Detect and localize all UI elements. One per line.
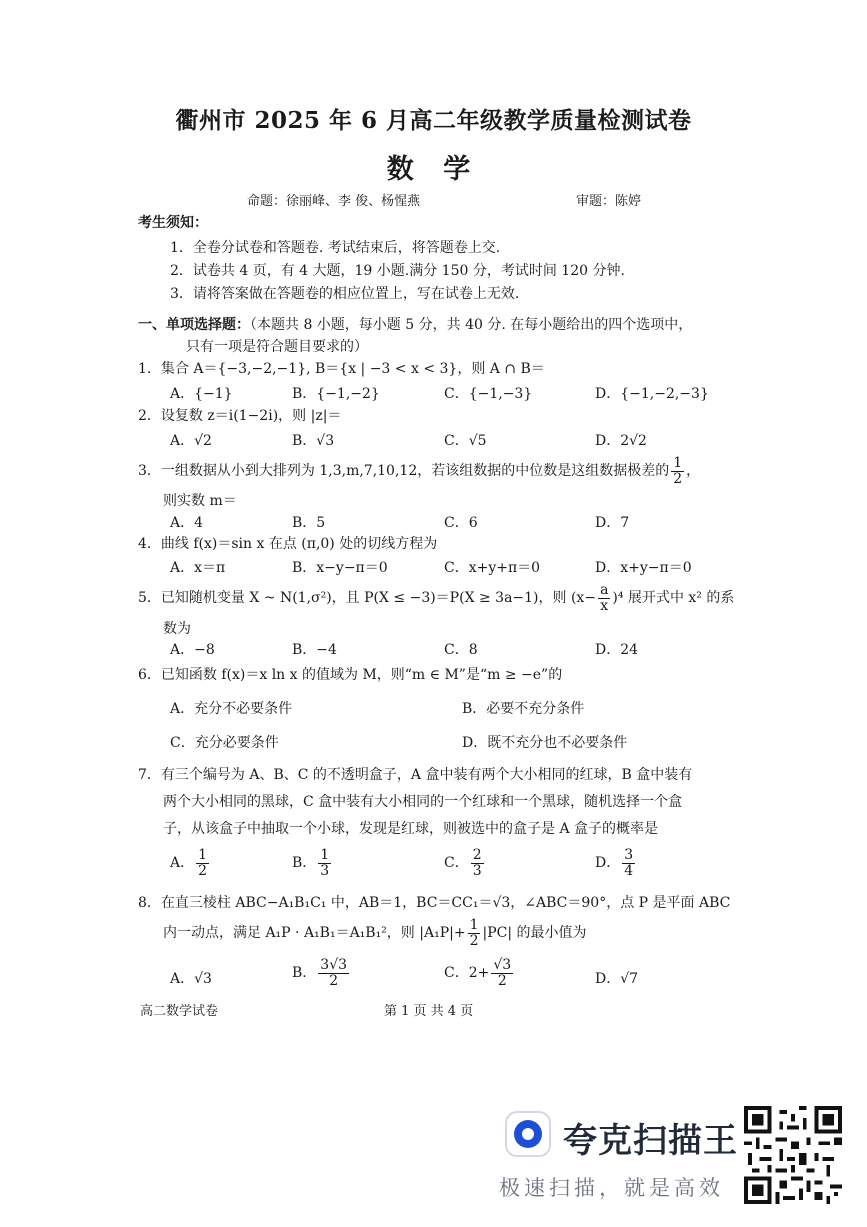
q8-option-fraction — [491, 958, 513, 988]
q6-option-c: C．充分必要条件 — [170, 735, 279, 751]
q7-option-c — [444, 848, 486, 878]
q1-option-b: B．{−1,−2} — [292, 386, 380, 402]
q7-option-fraction — [622, 848, 635, 878]
q5-option-a: A．−8 — [170, 642, 215, 658]
q5-option-c: C．8 — [444, 642, 478, 658]
q8-frac-num: 1 — [469, 917, 479, 933]
q7-option-label: A． — [170, 855, 195, 872]
question-8-line2 — [163, 918, 587, 948]
notice-heading: 考生须知： — [138, 215, 208, 231]
q5-fraction — [598, 583, 610, 613]
q6-option-a: A．充分不必要条件 — [170, 701, 293, 717]
q8-option-a: A．√3 — [170, 971, 212, 987]
section-desc-line2: 只有一项是符合题目要求的） — [186, 339, 368, 355]
q8-line2-end: |PC| 的最小值为 — [482, 925, 587, 942]
section-heading — [138, 314, 692, 334]
q8-option-label: C．2+ — [444, 965, 490, 982]
notice-item: 2．试卷共 4 页，有 4 大题，19 小题.满分 150 分，考试时间 120 分钟. — [170, 263, 625, 279]
q7-option-b — [292, 848, 333, 878]
notice-item: 3．请将答案做在答题卷的相应位置上，写在试卷上无效. — [170, 286, 520, 302]
subject-title: 数 学 — [386, 154, 481, 185]
brand-name: 夸克扫描王 — [563, 1121, 738, 1161]
q6-option-b: B．必要不充分条件 — [462, 701, 585, 717]
q7-option-fraction — [318, 848, 331, 878]
q3-fraction — [671, 456, 684, 486]
reviewer: 审题：陈婷 — [576, 194, 642, 209]
q8-option-d: D．√7 — [595, 971, 639, 987]
q3-option-d: D．7 — [595, 515, 630, 531]
question-7-line1: 7．有三个编号为 A、B、C 的不透明盒子，A 盒中装有两个大小相同的红球，B 盒中装有 — [138, 767, 693, 783]
q1-option-a: A．{−1} — [170, 386, 233, 402]
q4-option-d: D．x+y−π＝0 — [595, 560, 692, 576]
notice-item: 1．全卷分试卷和答题卷. 考试结束后，将答题卷上交. — [170, 240, 501, 256]
q7-option-fraction — [196, 848, 209, 878]
question-8-line1: 8．在直三棱柱 ABC−A₁B₁C₁ 中，AB＝1，BC＝CC₁＝√3，∠ABC＝90°，点 P 是平面 ABC — [138, 895, 731, 911]
q6-option-d: D．既不充分也不必要条件 — [462, 735, 628, 751]
q7-option-label: D． — [595, 855, 621, 872]
q4-option-b: B．x−y−π＝0 — [292, 560, 388, 576]
q2-option-b: B．√3 — [292, 433, 335, 449]
q7-frac-den: 4 — [624, 862, 634, 879]
q4-option-c: C．x+y+π＝0 — [444, 560, 541, 576]
q8-fraction — [468, 918, 481, 948]
footer-left: 高二数学试卷 — [140, 1004, 219, 1019]
q5-frac-num: a — [600, 582, 609, 598]
question-3-stem — [138, 456, 700, 486]
quark-logo-icon — [505, 1111, 551, 1157]
q8-opt-num: √3 — [493, 957, 512, 973]
q7-option-d — [595, 848, 637, 878]
qr-code-icon — [744, 1106, 842, 1204]
q8-frac-den: 2 — [469, 932, 479, 949]
question-7-line2: 两个大小相同的黑球，C 盒中装有大小相同的一个红球和一个黑球，随机选择一个盒 — [163, 794, 683, 810]
q7-frac-num: 3 — [624, 847, 634, 863]
q3-stem-end: ， — [686, 463, 701, 480]
q7-frac-den: 3 — [472, 862, 482, 879]
q7-frac-den: 3 — [320, 862, 330, 879]
q2-option-d: D．2√2 — [595, 433, 647, 449]
q5-frac-den: x — [600, 597, 609, 614]
q4-option-a: A．x＝π — [170, 560, 226, 576]
q8-option-b — [292, 958, 351, 988]
q5-stem-line2: 数为 — [163, 621, 191, 637]
question-4-stem: 4．曲线 f(x)＝sin x 在点 (π,0) 处的切线方程为 — [138, 536, 438, 552]
question-2-stem: 2．设复数 z＝i(1−2i)，则 |z|＝ — [138, 408, 342, 424]
q8-option-label: B． — [292, 965, 317, 982]
q8-option-c — [444, 958, 515, 988]
q3-option-c: C．6 — [444, 515, 478, 531]
q2-option-a: A．√2 — [170, 433, 212, 449]
q8-opt-num: 3√3 — [320, 957, 348, 973]
authors: 命题：徐丽峰、李 俊、杨惺燕 — [247, 194, 421, 209]
q7-option-fraction — [471, 848, 484, 878]
question-6-stem: 6．已知函数 f(x)＝x ln x 的值域为 M，则“m ∈ M”是“m ≥ −e”的 — [138, 667, 563, 683]
question-1-stem: 1．集合 A＝{−3,−2,−1}, B＝{x | −3 < x < 3}，则 A ∩ B＝ — [138, 361, 545, 377]
q3-stem-line2: 则实数 m＝ — [163, 493, 237, 509]
q5-option-d: D．24 — [595, 642, 639, 658]
q7-option-label: B． — [292, 855, 317, 872]
q8-opt-den: 2 — [497, 972, 507, 989]
page-title: 衢州市 2025 年 6 月高二年级教学质量检测试卷 — [175, 107, 692, 134]
q3-option-b: B．5 — [292, 515, 326, 531]
q7-frac-num: 1 — [320, 847, 330, 863]
q5-option-b: B．−4 — [292, 642, 337, 658]
section-desc: （本题共 8 小题，每小题 5 分，共 40 分. 在每小题给出的四个选项中， — [250, 317, 693, 333]
question-5-stem — [138, 583, 734, 613]
q3-frac-den: 2 — [673, 470, 683, 487]
q7-frac-num: 1 — [198, 847, 208, 863]
q7-frac-den: 2 — [198, 862, 208, 879]
q7-frac-num: 2 — [472, 847, 482, 863]
q5-stem-end: )⁴ 展开式中 x² 的系 — [612, 590, 735, 607]
q7-option-label: C． — [444, 855, 469, 872]
q2-option-c: C．√5 — [444, 433, 487, 449]
q3-option-a: A．4 — [170, 515, 204, 531]
question-7-line3: 子，从该盒子中抽取一个小球，发现是红球，则被选中的盒子是 A 盒子的概率是 — [163, 821, 659, 837]
q8-option-fraction — [318, 958, 349, 988]
q1-option-c: C．{−1,−3} — [444, 386, 533, 402]
q3-frac-num: 1 — [673, 455, 683, 471]
q3-stem-text: 3．一组数据从小到大排列为 1,3,m,7,10,12，若该组数据的中位数是这组数据极差的 — [138, 463, 670, 480]
q5-stem-text: 5．已知随机变量 X ~ N(1,σ²)，且 P(X ≤ −3)＝P(X ≥ 3a−1)，则 (x− — [138, 590, 597, 607]
page-number: 第 1 页 共 4 页 — [384, 1004, 474, 1019]
brand-slogan: 极速扫描，就是高效 — [499, 1176, 724, 1200]
q8-opt-den: 2 — [329, 972, 339, 989]
q7-option-a — [170, 848, 211, 878]
q8-line2-text: 内一动点，满足 A₁P · A₁B₁＝A₁B₁²，则 |A₁P|+ — [163, 925, 466, 942]
section-title: 一、单项选择题： — [138, 317, 250, 333]
q1-option-d: D．{−1,−2,−3} — [595, 386, 709, 402]
